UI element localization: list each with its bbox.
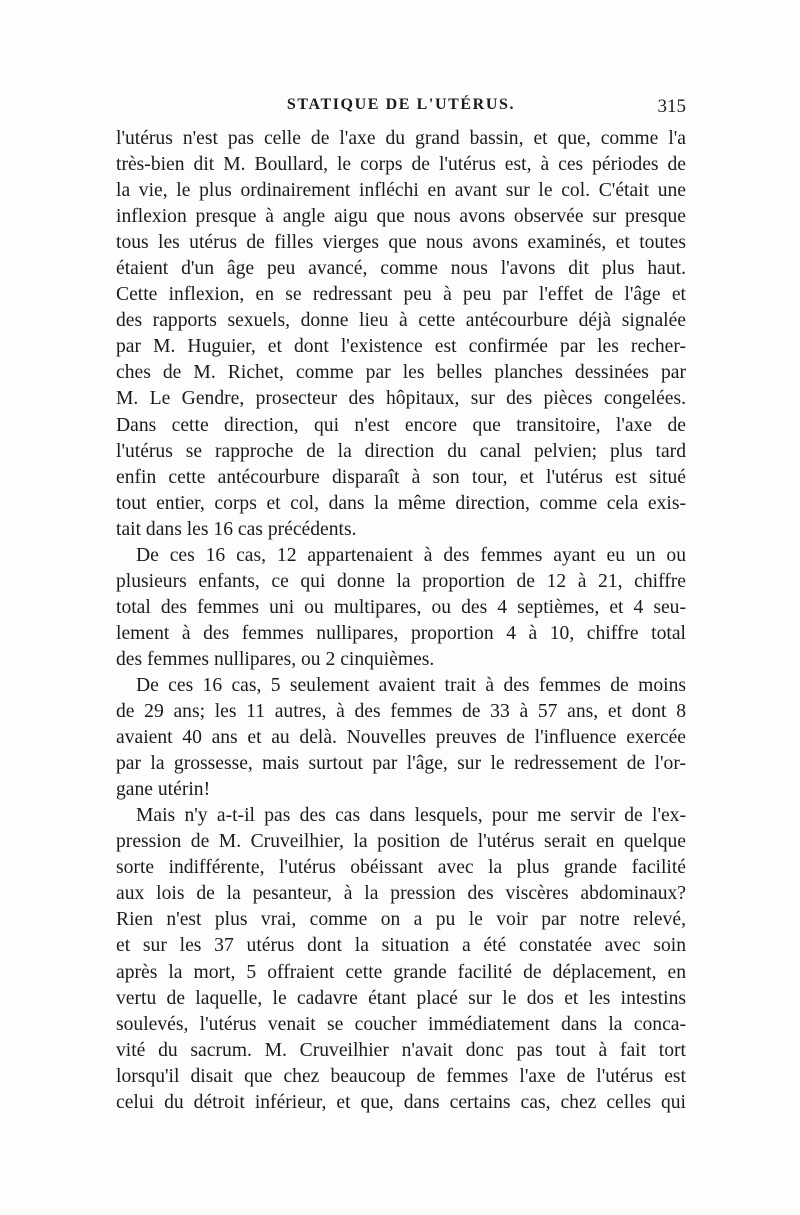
text-line: très-bien dit M. Boullard, le corps de l'utérus est, à ces périodes de [116, 154, 686, 176]
text-line: vité du sacrum. M. Cruveilhier n'avait donc pas tout à fait tort [116, 1039, 686, 1061]
text-line: plusieurs enfants, ce qui donne la proportion de 12 à 21, chiffre [116, 570, 686, 592]
running-head [116, 96, 686, 124]
text-line: l'utérus n'est pas celle de l'axe du grand bassin, et que, comme l'a [116, 128, 686, 149]
text-line: gane utérin! [116, 779, 211, 801]
text-line: M. Le Gendre, prosecteur des hôpitaux, sur des pièces congelées. [116, 388, 686, 410]
text-line: soulevés, l'utérus venait se coucher immédiatement dans la conca- [116, 1013, 686, 1035]
text-line: celui du détroit inférieur, et que, dans certains cas, chez celles qui [116, 1091, 686, 1113]
text-line: de 29 ans; les 11 autres, à des femmes de 33 à 57 ans, et dont 8 [116, 701, 686, 723]
text-line: pression de M. Cruveilhier, la position de l'utérus serait en quelque [116, 831, 686, 853]
text-line: enfin cette antécourbure disparaît à son tour, et l'utérus est situé [116, 466, 686, 488]
text-line: lorsqu'il disait que chez beaucoup de femmes l'axe de l'utérus est [116, 1065, 686, 1087]
text-line: l'utérus se rapproche de la direction du canal pelvien; plus tard [116, 440, 686, 462]
text-line: avaient 40 ans et au delà. Nouvelles preuves de l'influence exercée [116, 727, 686, 749]
text-line: ches de M. Richet, comme par les belles planches dessinées par [116, 362, 686, 384]
text-line: et sur les 37 utérus dont la situation a été constatée avec soin [116, 935, 686, 957]
text-line: par M. Huguier, et dont l'existence est confirmée par les recher- [116, 336, 686, 358]
text-line: De ces 16 cas, 12 appartenaient à des femmes ayant eu un ou [136, 544, 686, 566]
text-line: Rien n'est plus vrai, comme on a pu le voir par notre relevé, [116, 909, 686, 931]
text-line: inflexion presque à angle aigu que nous avons observée sur presque [116, 206, 686, 228]
text-line: tout entier, corps et col, dans la même direction, comme cela exis- [116, 492, 686, 514]
text-line: après la mort, 5 offraient cette grande facilité de déplacement, en [116, 961, 686, 983]
text-line: des femmes nullipares, ou 2 cinquièmes. [116, 648, 435, 670]
text-line: Cette inflexion, en se redressant peu à peu par l'effet de l'âge et [116, 284, 686, 306]
text-line: Mais n'y a-t-il pas des cas dans lesquels, pour me servir de l'ex- [136, 805, 686, 827]
text-line: total des femmes uni ou multipares, ou des 4 septièmes, et 4 seu- [116, 596, 686, 618]
text-line: tait dans les 16 cas précédents. [116, 518, 357, 540]
text-line: étaient d'un âge peu avancé, comme nous l'avons dit plus haut. [116, 258, 686, 280]
text-line: la vie, le plus ordinairement infléchi en avant sur le col. C'était une [116, 180, 686, 202]
text-line: Dans cette direction, qui n'est encore que transitoire, l'axe de [116, 414, 686, 436]
text-line: vertu de laquelle, le cadavre étant placé sur le dos et les intestins [116, 987, 686, 1009]
page-number: 315 [657, 96, 686, 117]
text-line: De ces 16 cas, 5 seulement avaient trait à des femmes de moins [136, 674, 686, 696]
text-line: par la grossesse, mais surtout par l'âge, sur le redressement de l'or- [116, 753, 686, 775]
text-line: lement à des femmes nullipares, proportion 4 à 10, chiffre total [116, 622, 686, 644]
running-title: STATIQUE DE L'UTÉRUS. [286, 96, 516, 113]
text-line: aux lois de la pesanteur, à la pression des viscères abdominaux? [116, 883, 686, 905]
text-line: des rapports sexuels, donne lieu à cette antécourbure déjà signalée [116, 310, 686, 332]
body-text [116, 126, 686, 1116]
text-line: tous les utérus de filles vierges que nous avons examinés, et toutes [116, 232, 686, 254]
text-line: sorte indifférente, l'utérus obéissant avec la plus grande facilité [116, 857, 686, 879]
